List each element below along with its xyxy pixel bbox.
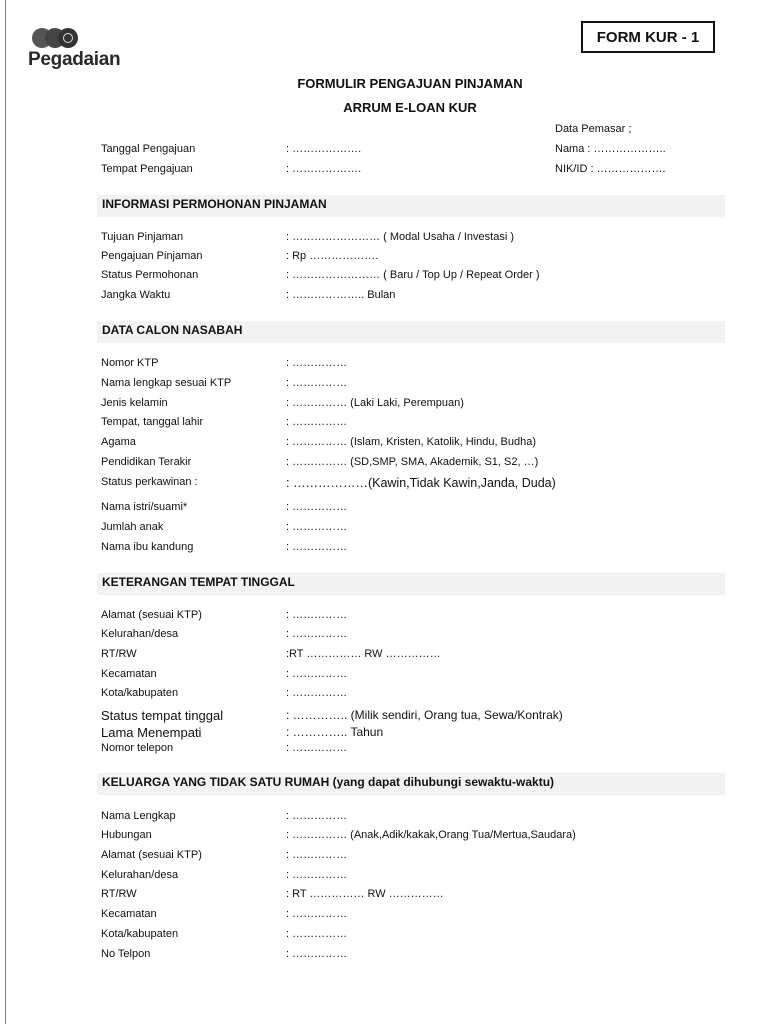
field-label: Status Permohonan bbox=[101, 269, 199, 281]
field-label: Kota/kabupaten bbox=[101, 928, 179, 940]
family-village-field[interactable]: : …………… bbox=[286, 869, 348, 881]
field-label: Kecamatan bbox=[101, 908, 157, 920]
field-label: Nama Lengkap bbox=[101, 810, 176, 822]
field-label: Jenis kelamin bbox=[101, 397, 168, 409]
family-address-field[interactable]: : …………… bbox=[286, 849, 348, 861]
district-field[interactable]: : …………… bbox=[286, 668, 348, 680]
birth-place-date-field[interactable]: : …………… bbox=[286, 416, 348, 428]
field-label: RT/RW bbox=[101, 648, 137, 660]
field-label: Nomor telepon bbox=[101, 742, 174, 754]
pegadaian-logo-icon bbox=[32, 28, 92, 50]
field-label: Nama ibu kandung bbox=[101, 541, 194, 553]
residence-status-field[interactable]: : ………….. (Milik sendiri, Orang tua, Sewa/Kontrak) bbox=[286, 708, 563, 722]
section-header-applicant: DATA CALON NASABAH bbox=[97, 321, 725, 343]
field-label: Status perkawinan : bbox=[101, 476, 198, 488]
mother-name-field[interactable]: : …………… bbox=[286, 541, 348, 553]
village-field[interactable]: : …………… bbox=[286, 628, 348, 640]
field-label: Kelurahan/desa bbox=[101, 869, 179, 881]
marketer-heading: Data Pemasar ; bbox=[555, 123, 632, 135]
full-name-field[interactable]: : …………… bbox=[286, 377, 348, 389]
family-relation-field[interactable]: : …………… (Anak,Adik/kakak,Orang Tua/Mertua,Saudara) bbox=[286, 829, 576, 841]
section-header-family: KELUARGA YANG TIDAK SATU RUMAH (yang dapat dihubungi sewaktu-waktu) bbox=[97, 773, 725, 795]
field-label: Tanggal Pengajuan bbox=[101, 143, 196, 155]
field-label: No Telpon bbox=[101, 948, 151, 960]
field-label: Agama bbox=[101, 436, 136, 448]
gender-field[interactable]: : …………… (Laki Laki, Perempuan) bbox=[286, 397, 464, 409]
field-label: Nama istri/suami* bbox=[101, 501, 188, 513]
phone-field[interactable]: : …………… bbox=[286, 742, 348, 754]
family-rt-rw-field[interactable]: : RT …………… RW …………… bbox=[286, 888, 444, 900]
field-label: Alamat (sesuai KTP) bbox=[101, 849, 202, 861]
education-field[interactable]: : …………… (SD,SMP, SMA, Akademik, S1, S2, …) bbox=[286, 456, 539, 468]
residence-duration-field[interactable]: : ………….. Tahun bbox=[286, 725, 384, 739]
form-subtitle: ARRUM E-LOAN KUR bbox=[343, 100, 477, 115]
submission-date-field[interactable]: : ………………. bbox=[286, 143, 362, 155]
application-status-field[interactable]: : …………………… ( Baru / Top Up / Repeat Order ) bbox=[286, 269, 540, 281]
marital-status-field[interactable]: : ………………(Kawin,Tidak Kawin,Janda, Duda) bbox=[286, 476, 556, 490]
form-title: FORMULIR PENGAJUAN PINJAMAN bbox=[297, 76, 523, 91]
field-label: Nomor KTP bbox=[101, 357, 159, 369]
spouse-name-field[interactable]: : …………… bbox=[286, 501, 348, 513]
city-field[interactable]: : …………… bbox=[286, 687, 348, 699]
section-header-residence: KETERANGAN TEMPAT TINGGAL bbox=[97, 573, 725, 595]
logo-text: Pegadaian bbox=[28, 49, 121, 70]
loan-purpose-field[interactable]: : …………………… ( Modal Usaha / Investasi ) bbox=[286, 231, 514, 243]
field-label: Tempat Pengajuan bbox=[101, 163, 193, 175]
religion-field[interactable]: : …………… (Islam, Kristen, Katolik, Hindu, Budha) bbox=[286, 436, 537, 448]
rt-rw-field[interactable]: :RT …………… RW …………… bbox=[286, 648, 441, 660]
field-label: Jumlah anak bbox=[101, 521, 164, 533]
field-label: Hubungan bbox=[101, 829, 152, 841]
field-label: Alamat (sesuai KTP) bbox=[101, 609, 202, 621]
family-city-field[interactable]: : …………… bbox=[286, 928, 348, 940]
field-label: Tujuan Pinjaman bbox=[101, 231, 184, 243]
field-label: Jangka Waktu bbox=[101, 289, 171, 301]
children-count-field[interactable]: : …………… bbox=[286, 521, 348, 533]
form-code-box: FORM KUR - 1 bbox=[581, 21, 715, 53]
field-label: Tempat, tanggal lahir bbox=[101, 416, 204, 428]
marketer-nik-field[interactable]: NIK/ID : ………………. bbox=[555, 163, 666, 175]
field-label: Pendidikan Terakir bbox=[101, 456, 192, 468]
marketer-name-field[interactable]: Nama : ……………….. bbox=[555, 143, 666, 155]
family-district-field[interactable]: : …………… bbox=[286, 908, 348, 920]
field-label: Lama Menempati bbox=[101, 725, 202, 740]
loan-term-field[interactable]: : ……………….. Bulan bbox=[286, 289, 396, 301]
field-label: Pengajuan Pinjaman bbox=[101, 250, 203, 262]
ktp-number-field[interactable]: : …………… bbox=[286, 357, 348, 369]
submission-place-field[interactable]: : ………………. bbox=[286, 163, 362, 175]
pegadaian-logo bbox=[28, 26, 158, 76]
field-label: Kelurahan/desa bbox=[101, 628, 179, 640]
loan-amount-field[interactable]: : Rp ………………. bbox=[286, 250, 379, 262]
field-label: Kota/kabupaten bbox=[101, 687, 179, 699]
field-label: RT/RW bbox=[101, 888, 137, 900]
field-label: Status tempat tinggal bbox=[101, 708, 224, 723]
field-label: Nama lengkap sesuai KTP bbox=[101, 377, 232, 389]
section-header-loan-info: INFORMASI PERMOHONAN PINJAMAN bbox=[97, 195, 725, 217]
page-edge-line bbox=[5, 0, 6, 1024]
family-phone-field[interactable]: : …………… bbox=[286, 948, 348, 960]
family-name-field[interactable]: : …………… bbox=[286, 810, 348, 822]
field-label: Kecamatan bbox=[101, 668, 157, 680]
address-field[interactable]: : …………… bbox=[286, 609, 348, 621]
